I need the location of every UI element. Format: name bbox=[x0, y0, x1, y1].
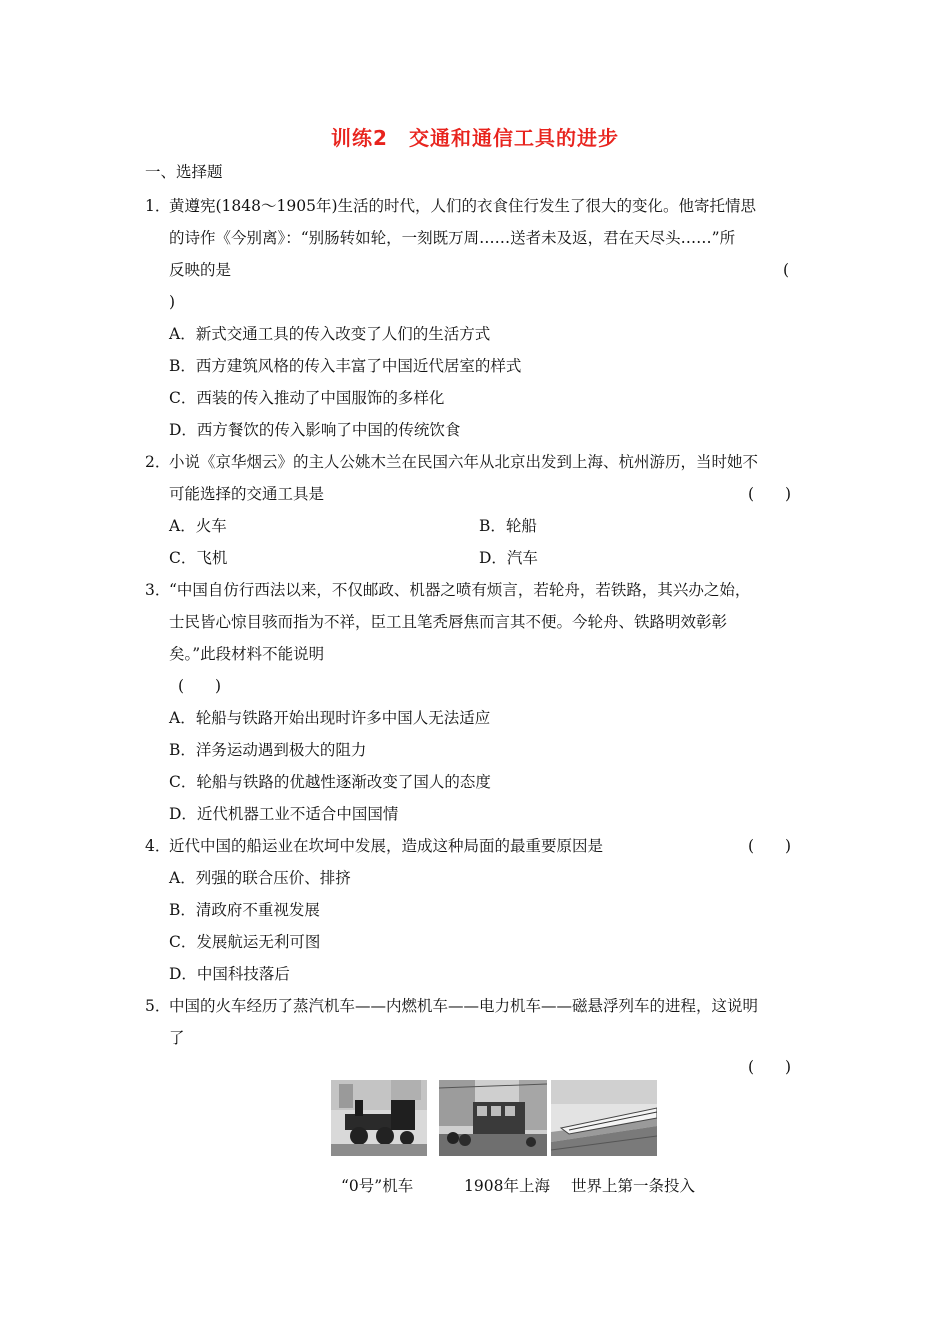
question-number: 2． bbox=[145, 453, 171, 471]
question-text-line: 小说《京华烟云》的主人公姚木兰在民国六年从北京出发到上海、杭州游历，当时她不 bbox=[169, 453, 759, 471]
option-b: B．西方建筑风格的传入丰富了中国近代居室的样式 bbox=[169, 357, 522, 375]
option-d: D．汽车 bbox=[479, 549, 538, 567]
option-d: D．中国科技落后 bbox=[169, 965, 290, 983]
question-number: 5． bbox=[145, 997, 171, 1015]
photo-caption-1: “0号”机车 bbox=[341, 1177, 414, 1195]
question-number: 3． bbox=[145, 581, 171, 599]
option-a: A．轮船与铁路开始出现时许多中国人无法适应 bbox=[169, 709, 491, 727]
option-c: C．飞机 bbox=[169, 549, 228, 567]
option-c: C．轮船与铁路的优越性逐渐改变了国人的态度 bbox=[169, 773, 491, 791]
option-b: B．清政府不重视发展 bbox=[169, 901, 320, 919]
question-text-line: 反映的是 bbox=[169, 261, 232, 279]
option-c: C．发展航运无利可图 bbox=[169, 933, 321, 951]
steam-locomotive-photo bbox=[331, 1080, 427, 1156]
answer-paren: ( ) bbox=[178, 677, 222, 695]
question-text-line: 的诗作《今别离》：“别肠转如轮，一刻既万周……送者未及返，君在天尽头……”所 bbox=[169, 229, 736, 247]
option-b: B．轮船 bbox=[479, 517, 537, 535]
option-a: A．新式交通工具的传入改变了人们的生活方式 bbox=[169, 325, 491, 343]
question-text-line: 了 bbox=[169, 1029, 185, 1047]
photo-caption-3: 世界上第一条投入 bbox=[571, 1177, 696, 1195]
answer-paren-close: ) bbox=[169, 293, 176, 311]
option-d: D．西方餐饮的传入影响了中国的传统饮食 bbox=[169, 421, 461, 439]
question-text-line: 可能选择的交通工具是 bbox=[169, 485, 325, 503]
answer-paren: ( ) bbox=[748, 1058, 792, 1076]
answer-paren: ( ) bbox=[748, 485, 792, 503]
option-a: A．火车 bbox=[169, 517, 227, 535]
question-text-line: “中国自仿行西法以来，不仅邮政、机器之喷有烦言，若轮舟，若铁路，其兴办之始， bbox=[169, 581, 751, 599]
question-number: 4． bbox=[145, 837, 171, 855]
page-title: 训练2 交通和通信工具的进步 bbox=[331, 126, 619, 150]
option-b: B．洋务运动遇到极大的阻力 bbox=[169, 741, 367, 759]
option-c: C．西装的传入推动了中国服饰的多样化 bbox=[169, 389, 445, 407]
question-text-line: 近代中国的船运业在坎坷中发展，造成这种局面的最重要原因是 bbox=[169, 837, 604, 855]
option-d: D．近代机器工业不适合中国国情 bbox=[169, 805, 399, 823]
question-text-line: 中国的火车经历了蒸汽机车——内燃机车——电力机车——磁悬浮列车的进程，这说明 bbox=[169, 997, 759, 1015]
answer-paren: ( ) bbox=[748, 837, 792, 855]
question-number: 1． bbox=[145, 197, 171, 215]
question-text-line: 士民皆心惊目骇而指为不祥，臣工且笔秃唇焦而言其不便。今轮舟、铁路明效彰彰 bbox=[169, 613, 728, 631]
tram-photo bbox=[439, 1080, 547, 1156]
maglev-train-photo bbox=[551, 1080, 657, 1156]
answer-paren-open: ( bbox=[783, 261, 790, 279]
photo-caption-2: 1908年上海 bbox=[464, 1177, 550, 1195]
option-a: A．列强的联合压价、排挤 bbox=[169, 869, 351, 887]
section-heading: 一、选择题 bbox=[145, 163, 223, 181]
question-text-line: 矣。”此段材料不能说明 bbox=[169, 645, 325, 663]
question-text-line: 黄遵宪(1848～1905年)生活的时代，人们的衣食住行发生了很大的变化。他寄托情思 bbox=[169, 197, 756, 215]
